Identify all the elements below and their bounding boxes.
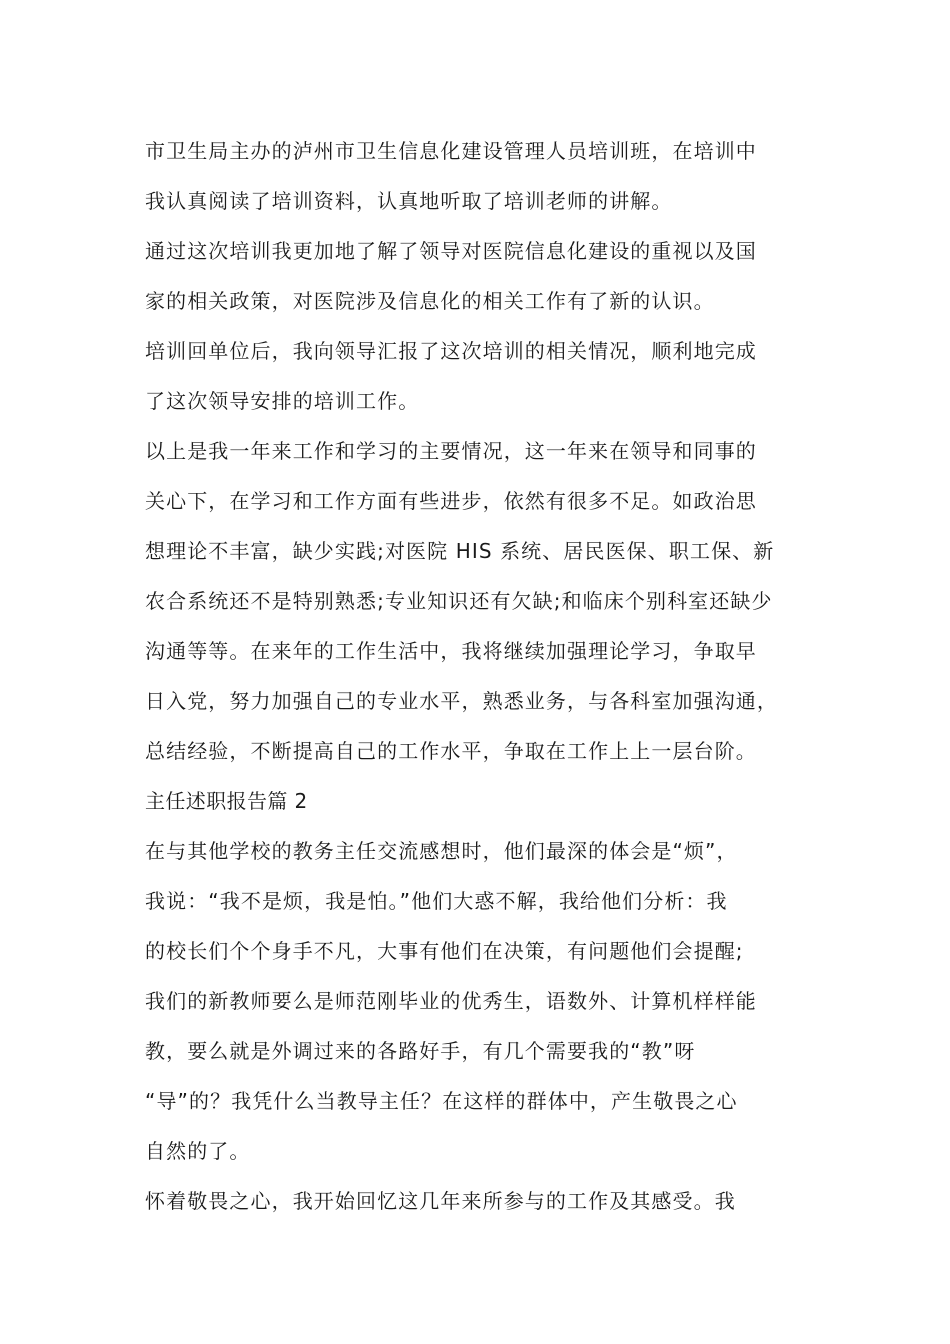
text-line: 的校长们个个身手不凡，大事有他们在决策，有问题他们会提醒; — [145, 939, 744, 963]
text-line: 教，要么就是外调过来的各路好手，有几个需要我的“教”呀 — [145, 1039, 696, 1063]
text-line: 家的相关政策，对医院涉及信息化的相关工作有了新的认识。 — [145, 289, 715, 313]
text-line: 日入党，努力加强自己的专业水平，熟悉业务，与各科室加强沟通， — [145, 689, 778, 713]
text-line: 在与其他学校的教务主任交流感想时，他们最深的体会是“烦”， — [145, 839, 738, 863]
text-line: 了这次领导安排的培训工作。 — [145, 389, 420, 413]
text-line: 以上是我一年来工作和学习的主要情况，这一年来在领导和同事的 — [145, 439, 757, 463]
text-line: 关心下，在学习和工作方面有些进步，依然有很多不足。如政治思 — [145, 489, 757, 513]
text-line: 我们的新教师要么是师范刚毕业的优秀生，语数外、计算机样样能 — [145, 989, 757, 1013]
text-line: 沟通等等。在来年的工作生活中，我将继续加强理论学习，争取早 — [145, 639, 757, 663]
text-line: 通过这次培训我更加地了解了领导对医院信息化建设的重视以及国 — [145, 239, 757, 263]
text-line: 自然的了。 — [145, 1139, 251, 1163]
text-line: 想理论不丰富，缺少实践;对医院 HIS 系统、居民医保、职工保、新 — [145, 539, 775, 563]
text-line: “导”的？我凭什么当教导主任？在这样的群体中，产生敬畏之心 — [145, 1089, 738, 1113]
text-line: 我说：“我不是烦，我是怕。”他们大惑不解，我给他们分析：我 — [145, 889, 728, 913]
document-body — [145, 131, 835, 1231]
text-line: 总结经验，不断提高自己的工作水平，争取在工作上上一层台阶。 — [145, 739, 757, 763]
section-heading: 主任述职报告篇 2 — [145, 789, 308, 813]
text-line: 市卫生局主办的泸州市卫生信息化建设管理人员培训班，在培训中 — [145, 139, 757, 163]
text-line: 农合系统还不是特别熟悉;专业知识还有欠缺;和临床个别科室还缺少 — [145, 589, 773, 613]
text-line: 怀着敬畏之心，我开始回忆这几年来所参与的工作及其感受。我 — [145, 1189, 736, 1213]
text-line: 我认真阅读了培训资料，认真地听取了培训老师的讲解。 — [145, 189, 673, 213]
text-line: 培训回单位后，我向领导汇报了这次培训的相关情况，顺利地完成 — [145, 339, 757, 363]
